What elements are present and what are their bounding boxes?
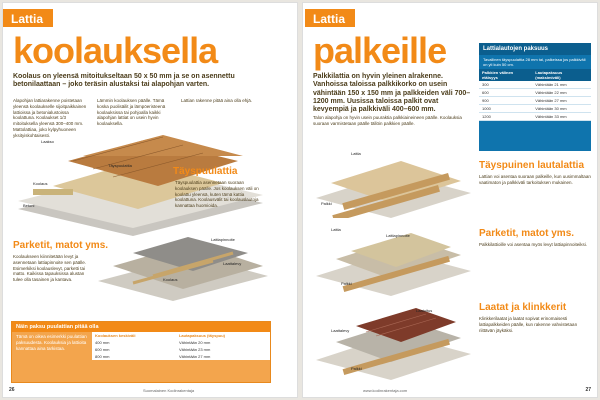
label-koolaus-mid: Koolaus <box>163 277 178 282</box>
body-column-1: Talon alapohja on hyvin usein puuraktia palkkiaineineen päälle. Koolauksia suoraan varmistetaan päälle tällöin palkkien päälle. <box>313 115 462 126</box>
table-cell: 900 <box>479 97 532 105</box>
body-column-2: Lämmin koolauksen päälle. Tämä koska puolisäilit ja lämpöeristeenä koolauksissa tai pohjoalla kaikki alapohjan lattiat on usein hyvin koolauksella. <box>97 98 166 127</box>
section-tag: Lattia <box>3 9 53 27</box>
label-betoni: Betoni <box>23 203 35 208</box>
table-cell: Vähintään 21 mm <box>532 81 591 89</box>
table-header: Lautapaksuus (täyspuu) <box>178 333 225 338</box>
board-thickness-box <box>479 43 591 151</box>
floor-illustration-mid <box>93 231 273 301</box>
table-row <box>92 339 270 346</box>
box-text: Tavallinen täyspuulattia 28 mm tai, palkeissa jos palkkiväli on yli kuin 50 cm. <box>483 57 586 67</box>
label-lattiapinnoite: Lattiapinnoite <box>386 233 410 238</box>
table-cell: 300 <box>479 81 532 89</box>
section-title-lautalattia: Täyspuinen lautalattia <box>479 160 585 171</box>
table-cell: 800 mm <box>95 354 110 359</box>
table-cell: Vähintään 30 mm <box>532 105 591 113</box>
section-tag: Lattia <box>305 9 355 27</box>
body-column-1: Alapohjan lattiarakenne poistetaan yleensä koolaukselle sijoitpaikkainen lattioissa ja betonialustoissa koolattuna. Koolaukset 1/3 mitoituksella yleensä 300–400 mm. Mattolattiaa, joko kylpyhuoneen yksityiskohtaisesti. <box>13 98 87 138</box>
section-text-parketit: Palkkilattioille voi asentaa myös levyt lattiapinnoiteiksi. <box>479 242 588 247</box>
left-page <box>2 2 298 398</box>
section-text-taysipuulattia: Täyspuulattia asennetaan suoraan koolauksen päälle. Jos koolauksen väli on koolattu yleensä, kuten tämä kattia koolattuna. Koolausvälit tai koolauslautoja kannattaa huomioida. <box>175 180 259 209</box>
label-lattia-mid: Lattia <box>331 227 341 232</box>
label-lattiapinnoite: Lattiapinnoite <box>211 237 235 242</box>
table-header: Koolauksen keskiväli <box>95 333 136 338</box>
section-text-parketit: Koolaukseen kiinnitetään levyt ja asennetaan lattiapinnoite sen päälle. Esimerkiksi koolauslevyt, parketti tai matto. Kaikissa tapauksissa alustan tulee olla tasainen ja kantava. <box>13 254 87 283</box>
body-column-3: Lattian rakenne pitää aina olla ehjä. <box>181 98 253 103</box>
section-title-parketit: Parketit, matot yms. <box>13 240 109 251</box>
table-cell: Vähintään 23 mm <box>178 347 211 352</box>
label-taysipuulattia: Täyspuulattia <box>108 163 132 168</box>
table-row <box>479 113 591 121</box>
label-lattia: Lattia <box>351 151 361 156</box>
page-footer: www.kodinrakentaja.com <box>363 388 408 393</box>
label-laattalevy: Laattalevy <box>331 328 350 333</box>
joist-illustration-mid <box>311 221 476 296</box>
page-number: 27 <box>585 387 591 393</box>
box-title: Lattialautojen paksuus <box>479 43 591 55</box>
table-cell: 1000 <box>479 105 532 113</box>
thickness-table <box>11 321 271 383</box>
table-row <box>479 105 591 113</box>
table-cell: 600 <box>479 89 532 97</box>
page-title: koolauksella <box>13 30 218 71</box>
table-cell: Vähintään 20 mm <box>178 340 211 345</box>
table-row <box>479 97 591 105</box>
table-cell: Vähintään 27 mm <box>178 354 211 359</box>
table-row <box>479 89 591 97</box>
section-text-lautalattia: Lattian voi asentaa suoraan palkeille, kun uusimmaltaan vaatimaton ja palkkiväli tarkoituksen mukainen. <box>479 174 591 185</box>
intro-text: Palkkilattia on hyvin yleinen alrakenne. Vanhoissa taloissa palkkikorko on usein vähintään 150 x 150 mm ja palkkeiden väli 700–1200 mm. Uusissa taloissa palkit ovat kevyempiä ja palkkiväli 400–600 mm. <box>313 73 471 114</box>
table-row <box>479 81 591 89</box>
table-cell: Vähintään 27 mm <box>532 97 591 105</box>
label-palkki-bot: Palkki <box>351 366 362 371</box>
label-laatoitus: Laatoitus <box>416 308 433 313</box>
section-title-laatat: Laatat ja klinkkerit <box>479 302 567 313</box>
table-row <box>92 346 270 353</box>
table-header: Lautapaksuus (maksimiväli) <box>532 69 591 81</box>
intro-text: Koolaus on yleensä mitoitukseltaan 50 x 50 mm ja se on asennettu betonilaattaan – joko teräsin alustaksi tai alapohjan varten. <box>13 73 235 89</box>
right-page <box>302 2 598 398</box>
page-footer: Suomalainen Kodinrakentaja <box>143 388 195 393</box>
table-cell: 400 mm <box>95 340 110 345</box>
table-cell: Vähintään 33 mm <box>532 113 591 121</box>
joist-illustration-top <box>311 143 476 218</box>
label-palkki-mid: Palkki <box>341 281 352 286</box>
table-cell: 1200 <box>479 113 532 121</box>
label-koolaus: Koolaus <box>33 181 48 186</box>
page-title: palkeille <box>313 30 447 71</box>
section-text-laatat: Klinkkerilaatat ja laatat sopivat erinomaisesti lattiapalkkeiden päälle, kun rakenne vahvistetaan riittävän jäykäksi. <box>479 316 578 333</box>
table-title: Näin paksu puulattian pitää olla <box>12 322 270 332</box>
table-cell: 600 mm <box>95 347 110 352</box>
table-cell: Vähintään 22 mm <box>532 89 591 97</box>
section-title-parketit: Parketit, matot yms. <box>479 228 575 239</box>
joist-illustration-bottom <box>311 298 476 380</box>
table-intro: Tämä on oikea esimerkki puulattian paksuudesta. Koolauksia ja lattioita kannattaa aina tarkistaa. <box>16 334 87 351</box>
section-title-taysipuulattia: Täyspuulattia <box>173 166 238 177</box>
table-header: Palkkien välinen etäisyys <box>479 69 532 81</box>
table-row <box>92 353 270 360</box>
page-number: 26 <box>9 387 15 393</box>
label-laattalevy: Laattalevy <box>223 261 242 266</box>
label-laakso: Laakso <box>41 139 54 144</box>
label-palkki: Palkki <box>321 201 332 206</box>
